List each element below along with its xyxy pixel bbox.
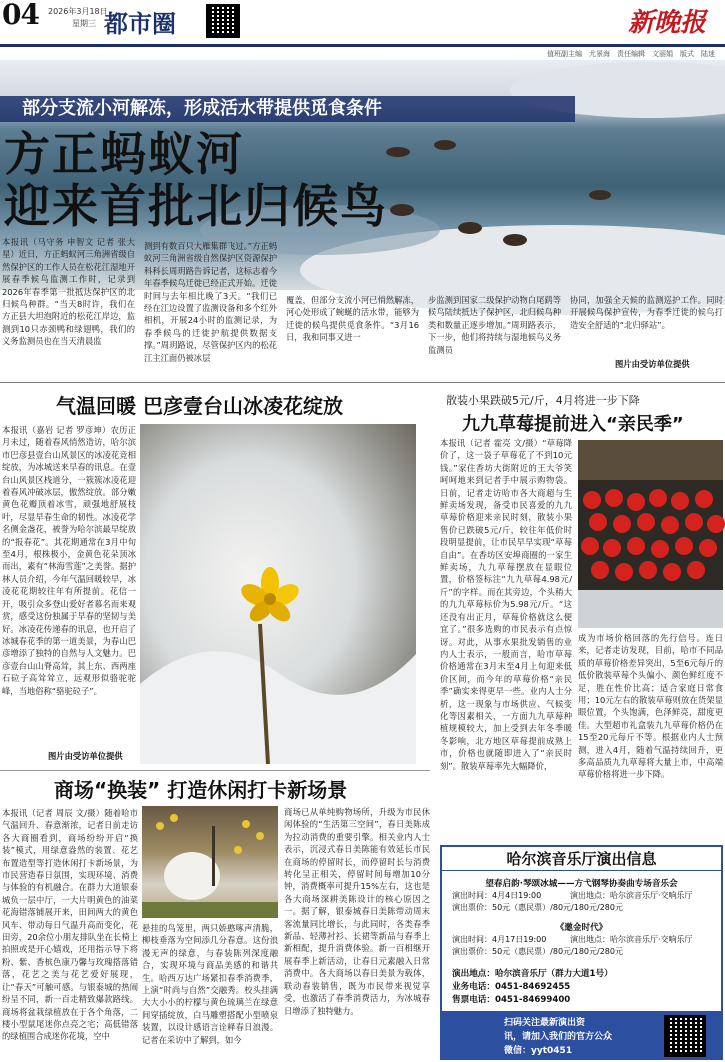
footer-line-3: 微信：yyt0451 bbox=[504, 1046, 573, 1056]
concert-qr-code[interactable] bbox=[664, 1015, 706, 1057]
page-number: 04 bbox=[2, 0, 39, 31]
concert-heading: 哈尔滨音乐厅演出信息 bbox=[442, 847, 721, 871]
ice-flower-photo bbox=[140, 424, 416, 764]
mall-display-illustration bbox=[142, 806, 278, 918]
lead-title-line2: 迎来首批北归候鸟 bbox=[4, 179, 388, 233]
mall-photo bbox=[142, 806, 278, 918]
concert-phone-tickets: 售票电话：0451-84699400 bbox=[452, 995, 571, 1005]
lead-kicker-text: 部分支流小河解冻，形成活水带提供觅食条件 bbox=[22, 98, 382, 119]
brand-logo: 新晚报 bbox=[628, 8, 707, 38]
footer-line-2: 讯，请加入我们的官方公众 bbox=[504, 1032, 613, 1042]
concert-footer bbox=[442, 1011, 721, 1060]
show1-time: 演出时间：4月4日19:00 bbox=[452, 891, 542, 900]
straw-col-1: 本报讯（记者 霍亮 文/摄）“草莓降价了，这一袋子草莓花了不到10元钱。”家住香坊大街附近的王大爷笑呵呵地来到记者手中展示购物袋。日前，记者走访哈市各大商超与生鲜卖场发现，备受市民喜爱的九九草莓价格迎来亲民时刻，散装小果售价已跌破5元/斤，较往年低价时段明显提前，让市民早早实现“草莓自由”。在香坊区安埠商圈的一家生鲜卖场，九九草莓摆放在显眼位置，价格签标注“九九草莓4.98元/斤”的字样。而在其旁边，个头稍大的九九草莓标价为5.98元/斤。“这还没有出正月，草莓价格就这么便宜了。”很多选购的市民表示有点惊讶。对此，从事水果批发销售的业内人士表示，一般而言，哈市草莓价格通常在3月末至4月上旬迎来低价区间，而今年的草莓价格“亲民季”确实来得更早一些。业内人士分析，这一现象与市场供应、气候变化等因素相关，一方面九九草莓种植规模较大，加上受到去年冬季暖冬影响，北方地区草莓提前成熟上市，价格也就随即进入了“亲民时刻”。散装草莓率先大幅降价， bbox=[440, 438, 572, 771]
lead-kicker bbox=[0, 96, 575, 122]
lead-col-2: 测到有数百只大雁集群飞过。”方正蚂蚁河三角洲省级自然保护区资源保护科科长周玥路告诉记者，这标志着今年春季候鸟迁徙已经正式开始。迁徙时间与去年相比晚了3天。“我们已经在江边设置了监测设备和多个红外相机，开展24小时的监测记录，为春季候鸟的迁徙护航提供数据支撑。”周玥路说，尽管保护区内的松花江主江面仍被冰层 bbox=[144, 241, 277, 363]
straw-col-2: 成为市场价格回落的先行信号。连日来，记者走访发现，目前，哈市不同品质的草莓价格差异突出，5至6元每斤的低价散装草莓个头偏小、颜色鲜红度不足，胜在性价比高；适合家庭日常食用；10元左右的散装草莓则放在货架显眼位置，个头饱满，色泽鲜亮，甜度更佳。大型超市礼盒装九九草莓价格仍在15至20元每斤不等。根据业内人士预测，进入4月，随着气温持续回升，更多高品质九九草莓将大量上市，中高端草莓价格将进一步下降。 bbox=[578, 633, 723, 780]
mall-col-2: 悬挂的鸟笼里，两只娇憨啄声清脆，柳枝垂落为空间添几分春意。这份浪漫无声的绿意，与春装陈列深度融合，实现环境与商品美感的和谐共生。哈西万达广场紧扣春季消费季，上演“时尚与自然”交融秀。校头挂满大大小小的柠檬与黄色琉璃兰在绿意间穿插绽放，白马雕塑搭配小型喷泉装置，以设计感语言诠释春日浪漫。记者在采访中了解到，如今 bbox=[142, 923, 278, 1045]
concert-address: 演出地点：哈尔滨音乐厅（群力大道1号） bbox=[452, 969, 613, 979]
show1-venue: 演出地点：哈尔滨音乐厅·交响乐厅 bbox=[570, 891, 693, 900]
section-divider-2 bbox=[0, 770, 430, 771]
footer-line-1: 扫码关注最新演出资 bbox=[504, 1018, 586, 1028]
show2-title: 《邀金时代》 bbox=[555, 923, 608, 933]
masthead-qr-code bbox=[206, 4, 240, 38]
concert-box bbox=[440, 845, 723, 1060]
section-divider-1 bbox=[0, 382, 725, 383]
mall-col-3: 商场已从单纯购物场所，升级为市民休闲体验的“生活第三空间”，春日美陈成为拉动消费的重要引擎。相关业内人士表示，沉浸式春日美陈能有效延长市民在商场的停留时长，而停留时长与消费转化呈正相关，停留时间每增加10分钟，消费概率可提升15%左右，这也是各大商场深耕美陈设计的核心原因之一。据了解，银泰城春日美陈带动周末客流量同比增长，与此同时，各类春季新品、轻薄衬衫、长裙等新品与春季上新相配，提升消费体验。新一百相继开展春季上新活动，让春日元素融入日常消费中。各大商场以春日美景为载体，联动春装销售，既为市民带来视觉享受，也激活了春季消费活力，为冰城春日增添了独特魅力。 bbox=[284, 807, 430, 1016]
lead-col-4: 步监测到国家二级保护动物白尾鹞等候鸟陆续抵达了保护区，北归候鸟种类和数量正逐步增加。”周玥路表示，下一步，他们将持续与湿地候鸟义务监测员 bbox=[428, 295, 561, 355]
concert-phone-business: 业务电话：0451-84692455 bbox=[452, 982, 571, 992]
straw-kicker: 散装小果跌破5元/斤，4月将进一步下降 bbox=[446, 394, 640, 407]
masthead-rule bbox=[0, 44, 725, 47]
editor-line: 值班副主编 尤景海 责任编辑 文丽娟 版式 陆迷 bbox=[547, 50, 715, 58]
mall-col-1: 本报讯（记者 周辰 文/摄）随着哈市气温回升、春意渐浓，记者日前走访各大商圈看到，商场纷纷开启“换装”模式，用绿意盎然的装置、花艺布置造型等打造休闲打卡新场景，为市民营造春日氛围，实现环境、消费与体验的有机融合。在群力大道银泰城负一层中厅，一大片明黄色的油菜花海错落铺展开来，田间两大的黄色风车、带动每日气温升高而变化，花田旁，20余位小朋友排队坐在长椅上拍照或是开心嬉戏，还用指示导下将粉、紫、香槟色康乃馨与玫瑰搭落错落，花艺之美与花艺爱好展现，让“春天”可触可感。与银泰城的热闹纷呈不同，新一百走精致爆款路线。商场将盆栽绿植放在于各个角落，二楼小型鼠尾迷你点亮之宅；高低错落的绿植围合成迷你花境，空中 bbox=[2, 808, 138, 1042]
mall-title: 商场“换装” 打造休闲打卡新场景 bbox=[54, 778, 348, 802]
lead-col-3: 覆盖，但部分支流小河已悄然解冻，河心处形成了蜿蜒的活水带，能够为迁徙的候鸟提供觅食条件。“3月16日，我和同事又进一 bbox=[286, 295, 419, 343]
section-title: 都市圈 bbox=[104, 10, 176, 38]
issue-date: 2026年3月18日 bbox=[48, 7, 108, 16]
ice-photo-credit: 图片由受访单位提供 bbox=[48, 751, 123, 761]
show2-price: 演出票价：50元（惠民票）/80元/180元/280元 bbox=[452, 947, 623, 956]
lead-photo-credit: 图片由受访单位提供 bbox=[615, 359, 690, 369]
straw-title: 九九草莓提前进入“亲民季” bbox=[462, 414, 684, 435]
show1-title: 望春启韵·琴颂冰城——方弋钢琴协奏曲专场音乐会 bbox=[485, 879, 678, 889]
ice-flower-illustration bbox=[140, 424, 416, 764]
lead-col-1: 本报讯（马守务 申智文 记者 张大星）近日，方正蚂蚁河三角洲省级自然保护区的工作人员在松花江湿地开展春季候鸟监测工作时，记录到2026年春季第一批抵达保护区的北归候鸟种群。“当天8时许，我们在方正县大坦泡附近的松花江岸边，监测到10只赤颈鸭和绿翅鸭，我们的义务监测员也在当天清晨监 bbox=[2, 237, 135, 347]
lead-col-5: 协同，加强全天候的监测巡护工作。同时开展候鸟保护宣传，为春季迁徙的候鸟打造安全舒适的“北归驿站”。 bbox=[570, 295, 723, 330]
weekday: 星期三 bbox=[72, 19, 96, 28]
show1-price: 演出票价：50元（惠民票）/80元/180元/280元 bbox=[452, 903, 623, 912]
ice-text: 本报讯（嘉岩 记者 罗彦坤）农历正月未过，随着春风悄然造访，哈尔滨市巴彦县壹台山风景区的冰凌花竞相绽放，为冰城送来早春的讯息。在壹台山风景区栈道分，一簇簇冰凌花迎着春风冲破冰层，傲然绽放。部分嫩黄色花瓣顶着冰雪，顽强地舒展枝叶，尽显早春生命的韧性。冰凌花学名侧金盏花，被誉为哈尔滨最早绽放的“报春花”。其花期通常在3月中旬至4月，根株极小，金黄色花朵顶冰而出，素有“林海雪莲”之美誉。据护林人员介绍，今年气温回暖较早，冰凌花花期较往年有所提前。花信一开，吸引众多登山爱好者慕名而来观赏，感受这份独属于早春的坚韧与美好。冰凌花传递春的讯息，也开启了冰城春花季的第一道美景，为春山巴彦增添了独特的自然与人文魅力。巴彦壹台山山脊高耸，其上东、西两座石砬子高耸耸立，远观形似骆驼驼峰，当地俗称“骆驼砬子”。 bbox=[2, 425, 136, 696]
strawberry-photo bbox=[578, 440, 723, 628]
strawberry-illustration bbox=[578, 440, 723, 628]
ice-title: 气温回暖 巴彦壹台山冰凌花绽放 bbox=[56, 394, 343, 418]
show2-venue: 演出地点：哈尔滨音乐厅·交响乐厅 bbox=[570, 935, 693, 944]
show2-time: 演出时间：4月17日19:00 bbox=[452, 935, 547, 944]
lead-title-line1: 方正蚂蚁河 bbox=[4, 127, 244, 181]
